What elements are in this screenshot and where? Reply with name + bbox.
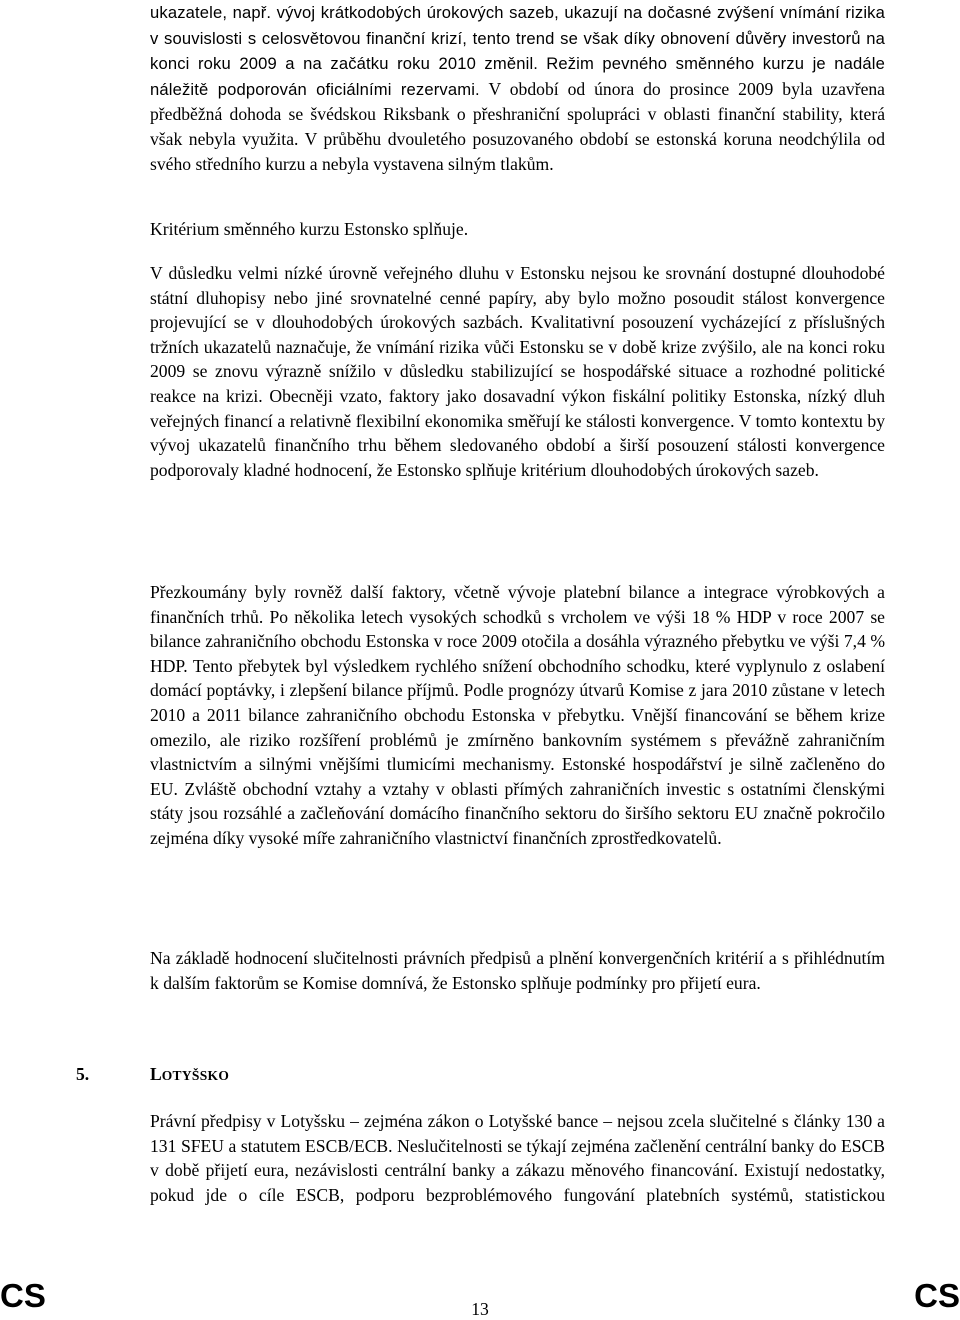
paragraph-interest-rates — [150, 261, 885, 482]
latvia-legislation-text: Právní předpisy v Lotyšsku – zejména zákon o Lotyšské bance – nejsou zcela slučitelné s články 130 a 131 SFEU a statutem ESCB/ECB. Neslučitelnosti se týkají zejména začlenění centrální banky do ESCB v době přijetí eura, nezávislosti centrální banky a zákazu měnového financování. Existují nedostatky, pokud jde o cíle ESCB, podporu bezproblémového fungování platebních systémů, statistickou — [150, 1111, 885, 1205]
section-title-rest: OTYŠSKO — [161, 1068, 230, 1083]
other-factors-text: Přezkoumány byly rovněž další faktory, včetně vývoje platební bilance a integrace výrobkových a finančních trhů. Po několika letech vysokých schodků s vrcholem ve výši 18 % HDP v roce 2007 se bilance zahraničního obchodu Estonska v roce 2009 otočila a dosáhla výrazného přebytku ve výši 7,4 % HDP. Tento přebytek byl výsledkem rychlého snížení obchodního schodku, které vyplynulo z oslabení domácí poptávky, i zlepšení bilance příjmů. Podle prognózy útvarů Komise z jara 2010 zůstane v letech 2010 a 2011 bilance zahraničního obchodu Estonska v přebytku. Vnější financování se během krize omezilo, ale riziko rozšíření problémů je zmírněno bankovním systémem s převážně zahraničním vlastnictvím a silnými vnějšími tlumicími mechanismy. Estonské hospodářství je silně začleněno do EU. Zvláště obchodní vztahy a vztahy v oblasti přímých zahraničních investic s ostatními členskými státy jsou rozsáhlé a začleňování domácího finančního sektoru do širšího sektoru EU značně pokročilo zejména díky vysoké míře zahraničního vlastnictví finančních zprostředkovatelů. — [150, 582, 885, 848]
section-number: 5. — [76, 1064, 90, 1084]
section-title-initial: L — [150, 1064, 162, 1084]
section-heading-latvia — [76, 1062, 876, 1088]
text-run-fixed-rate-regime: Režim pevného směnného kurzu je nadále náležitě podporován oficiálními rezervami. — [150, 54, 886, 99]
paragraph-exchange-rate-text — [150, 0, 885, 176]
paragraph-exchange-criterion — [150, 217, 885, 242]
paragraph-other-factors — [150, 580, 885, 851]
footer-page-number: 13 — [471, 1299, 489, 1319]
conclusion-text: Na základě hodnocení slučitelnosti právních předpisů a plnění konvergenčních kritérií a s přihlédnutím k dalším faktorům se Komise domnívá, že Estonsko splňuje podmínky pro přijetí eura. — [150, 948, 885, 993]
paragraph-conclusion — [150, 946, 885, 995]
footer-language-left: CS — [0, 1277, 46, 1314]
footer-language-right: CS — [914, 1277, 960, 1314]
text-run-riksbank-agreement: V období od února do prosince 2009 byla uzavřena předběžná dohoda se švédskou Riksbank o přeshraniční spolupráci v oblasti finanční stability, která však nebyla využita. V průběhu dvouletého posuzovaného období se estonská koruna neodchýlila od svého středního kurzu a nebyla vystavena silným tlakům. — [150, 78, 885, 174]
exchange-criterion-text: Kritérium směnného kurzu Estonsko splňuje. — [150, 219, 469, 239]
interest-rates-text: V důsledku velmi nízké úrovně veřejného dluhu v Estonsku nejsou ke srovnání dostupné dlouhodobé státní dluhopisy nebo jiné srovnatelné cenné papíry, aby bylo možno posoudit stálost konvergence projevující se v dlouhodobých úrokových sazbách. Kvalitativní posouzení vycházející z příslušných tržních ukazatelů naznačuje, že vnímání rizika vůči Estonsku se v době krize zvýšilo, ale na konci roku 2009 se znovu výrazně snížilo v důsledku stabilizující se hospodářské situace a rozhodné politické reakce na krizi. Obecněji vzato, faktory jako dosavadní výkon fiskální politiky Estonska, nízký dluh veřejných financí a relativně flexibilní ekonomika směřují ke stálosti konvergence. V tomto kontextu by vývoj ukazatelů finančního trhu během sledovaného období a širší posouzení stálosti konvergence podporovaly kladné hodnocení, že Estonsko splňuje kritérium dlouhodobých úrokových sazeb. — [150, 263, 885, 480]
paragraph-exchange-rate — [150, 0, 885, 176]
paragraph-latvia-legislation — [150, 1109, 885, 1207]
text-run-risk-perception: ukazatele, např. vývoj krátkodobých úrokových sazeb, ukazují na dočasné zvýšení vnímání rizika v souvislosti s celosvětovou finanční krizí, tento trend se však díky obnovení důvěry investorů na konci roku 2009 a na začátku roku 2010 změnil. — [150, 3, 885, 74]
